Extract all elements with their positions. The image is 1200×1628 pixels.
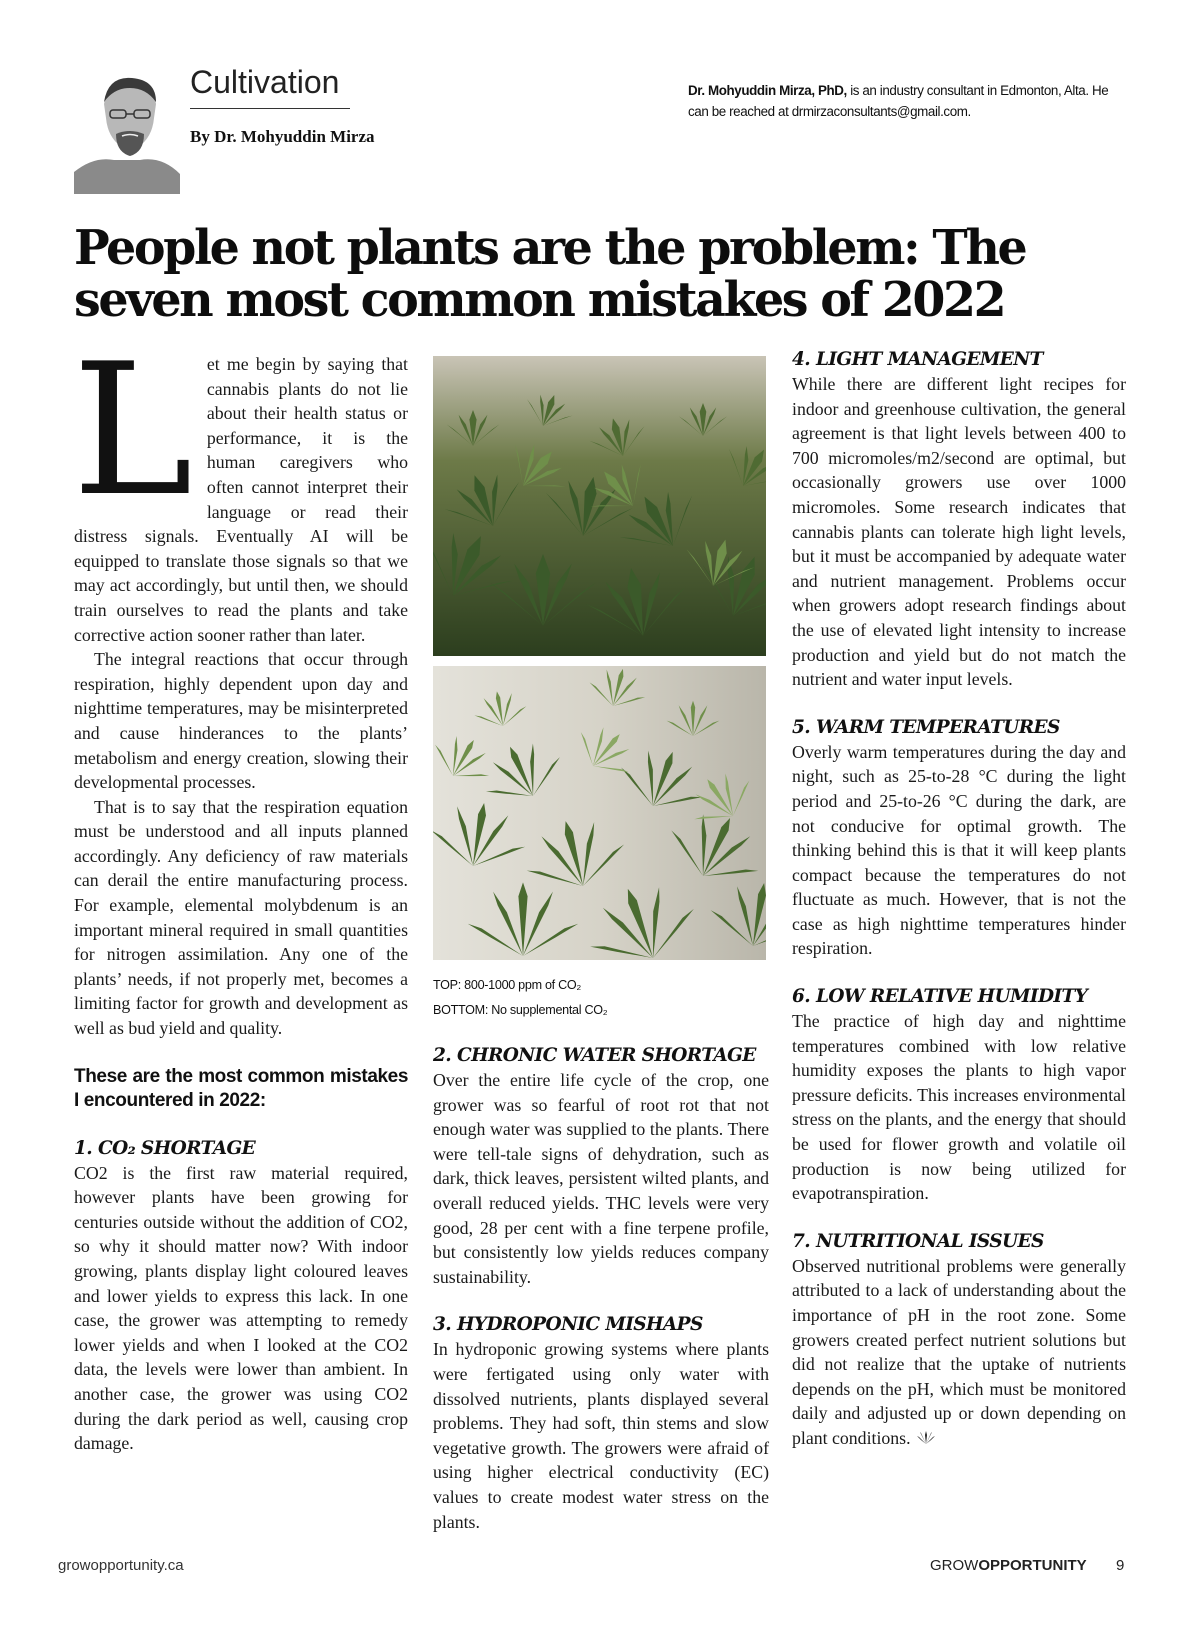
- list-intro: These are the most common mistakes I encountered in 2022:: [74, 1065, 408, 1111]
- bio-name: Dr. Mohyuddin Mirza, PhD,: [688, 83, 847, 98]
- intro-paragraph-3: That is to say that the respiration equation must be understood and all inputs planned accordingly. Any deficiency of raw materials can derail the entire manufacturing process. For example, elemental molybdenum is an important mineral required in small quantities for nitrogen assimilation. Any one of the plants’ needs, if not properly met, becomes a limiting factor for growth and development as well as bud yield and quality.: [74, 796, 408, 1039]
- section-heading: 7. NUTRITIONAL ISSUES: [792, 1230, 1044, 1252]
- author-portrait: [74, 72, 180, 194]
- section-body: Observed nutritional problems were generally attributed to a lack of understanding about the importance of pH in the root zone. Some growers created perfect nutrient solutions but did not realize that the uptake of nutrients depends on the pH, which must be monitored daily and adjusted up or down depending on plant conditions.: [792, 1255, 1126, 1448]
- author-bio: [688, 80, 1128, 122]
- section-label: Cultivation: [190, 64, 340, 100]
- section-heading: 4. LIGHT MANAGEMENT: [792, 349, 1043, 370]
- section-body: While there are different light recipes for indoor and greenhouse cultivation, the general agreement is that light levels between 400 to 700 micromoles/m2/second are optimal, but occasionally growers use over 1000 micromoles. Some research indicates that cannabis plants can tolerate high light levels, but it must be accompanied by adequate water and nutrient management. Problems occur when growers adopt research findings about the use of elevated light intensity to increase production and yield but do not match the nutrient and water input levels.: [792, 374, 1126, 690]
- section-body: The practice of high day and nighttime temperatures combined with low relative humidity exposes the plants to high vapor pressure deficits. This increases environmental stress on the plants, and the energy that should be used for flower growth and volatile oil production is now being utilized for evapotranspiration.: [792, 1011, 1126, 1204]
- section-body: CO2 is the first raw material required, however plants have been growing for centuries outside without the addition of CO2, so why it should matter now? With indoor growing, plants display light coloured leaves and lower yields to express this lack. In one case, the grower was attempting to remedy lower yields and when I looked at the CO2 data, the levels were lower than ambient. In another case, the grower was using CO2 during the dark period as well, causing crop damage.: [74, 1162, 408, 1454]
- footer-website: growopportunity.ca: [58, 1557, 184, 1574]
- brand-bold: OPPORTUNITY: [978, 1557, 1087, 1574]
- section-heading: 5. WARM TEMPERATURES: [792, 716, 1060, 738]
- drop-cap: L: [72, 324, 193, 536]
- photo-bottom-no-co2: [433, 666, 766, 960]
- photo-caption: [433, 973, 607, 1023]
- column-right: [792, 348, 1126, 1451]
- author-byline: By Dr. Mohyuddin Mirza: [190, 127, 375, 146]
- article-title: People not plants are the problem: The seven most common mistakes of 2022: [74, 220, 1026, 328]
- section-body: In hydroponic growing systems where plants were fertigated using only water with dissolved nutrients, plants displayed several problems. They had soft, thin stems and slow vegetative growth. The growers were afraid of using higher electrical conductivity (EC) values to create modest water stress on the plants.: [433, 1339, 769, 1532]
- section-divider: [190, 108, 350, 109]
- brand-light: GROW: [930, 1557, 979, 1574]
- bio-text: is an industry consultant in Edmonton, Alta. He can be reached at drmirzaconsultants@gmail.com.: [688, 83, 1109, 119]
- column-left: [72, 324, 408, 1456]
- section-body: Over the entire life cycle of the crop, one grower was so fearful of root rot that not enough water was supplied to the plants. There were tell-tale signs of dehydration, such as dark, thick leaves, persistent wilted plants, and overall reduced yields. THC levels were very good, 28 per cent with a fine terpene profile, but consistently low yields reduces company sustainability.: [433, 1070, 769, 1287]
- page-number: 9: [1116, 1557, 1125, 1574]
- cannabis-leaf-icon: [917, 1427, 935, 1441]
- section-body-last: [792, 1254, 1126, 1451]
- footer-brand: [930, 1557, 1087, 1574]
- intro-paragraph-1: et me begin by saying that cannabis plants do not lie about their health status or performance, it is the human caregivers who often cannot interpret their language or read their distress signals. Eventually AI will be equipped to translate those signals so that we may act accordingly, but until then, we should train ourselves to read the plants and take corrective action sooner rather than later.: [74, 354, 408, 645]
- caption-bottom: BOTTOM: No supplemental CO₂: [433, 1003, 608, 1017]
- section-heading: 3. HYDROPONIC MISHAPS: [433, 1314, 703, 1336]
- section-heading: 6. LOW RELATIVE HUMIDITY: [792, 986, 1088, 1008]
- column-middle: [433, 1044, 769, 1534]
- section-body: Overly warm temperatures during the day and night, such as 25-to-28 °C during the light period and 25-to-26 °C during the dark, are not conducive for optimal growth. The thinking behind this is that it will keep plants compact because the temperatures do not fluctuate as much. However, that is not the case as high nighttime temperatures hinder respiration.: [792, 741, 1126, 959]
- caption-top: TOP: 800-1000 ppm of CO₂: [433, 978, 581, 992]
- intro-paragraph-2: The integral reactions that occur through respiration, highly dependent upon day and nighttime temperatures, may be misinterpreted and cause hinderances to the plants’ metabolism and energy creation, slowing their developmental processes.: [74, 649, 408, 793]
- photo-top-co2-supplemented: [433, 356, 766, 656]
- section-heading: 2. CHRONIC WATER SHORTAGE: [433, 1045, 756, 1066]
- section-heading: 1. CO₂ SHORTAGE: [74, 1137, 256, 1159]
